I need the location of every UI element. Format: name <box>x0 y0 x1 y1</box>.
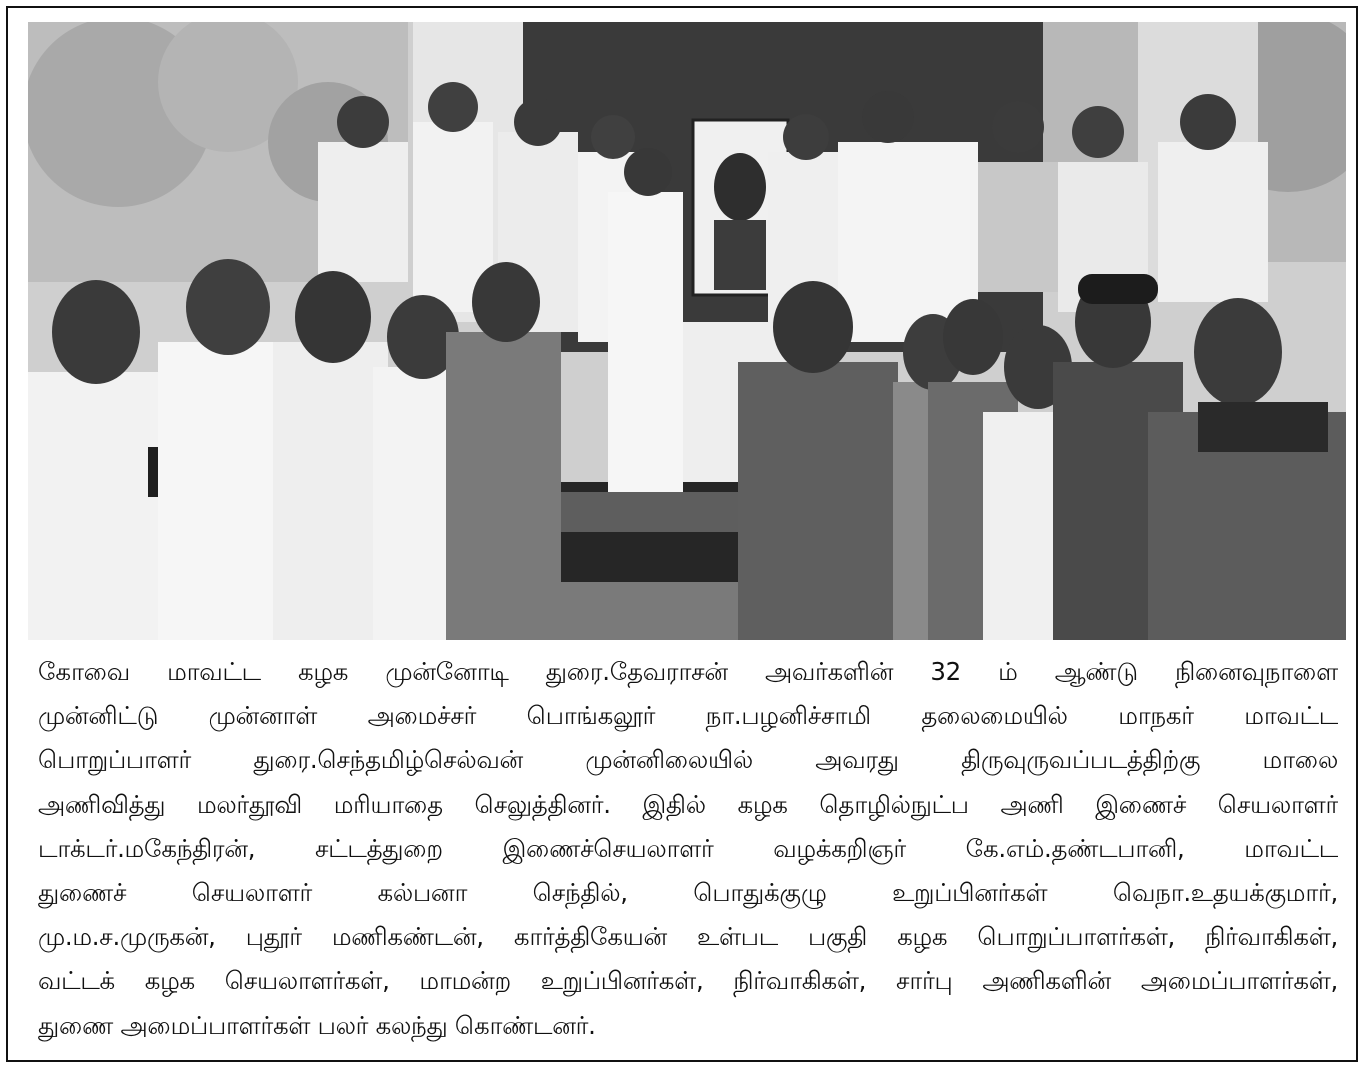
caption-line: முன்னிட்டு முன்னாள் அமைச்சர் பொங்கலூர் நா.பழனிச்சாமி தலைமையில் மாநகர் மாவட்ட <box>38 701 1338 731</box>
caption-line: வட்டக் கழக செயலாளர்கள், மாமன்ற உறுப்பினர்கள், நிர்வாகிகள், சார்பு அணிகளின் அமைப்பாளர்கள், <box>38 966 1338 996</box>
news-photo <box>28 22 1346 640</box>
caption-line: கோவை மாவட்ட கழக முன்னோடி துரை.தேவராசன் அவர்களின் 32 ம் ஆண்டு நினைவுநாளை <box>38 657 1338 686</box>
caption-line: பொறுப்பாளர் துரை.செந்தமிழ்செல்வன் முன்னிலையில் அவரது திருவுருவப்படத்திற்கு மாலை <box>38 745 1338 775</box>
news-clipping <box>6 6 1358 1062</box>
caption-line: டாக்டர்.மகேந்திரன், சட்டத்துறை இணைச்செயலாளர் வழக்கறிஞர் கே.எம்.தண்டபானி, மாவட்ட <box>38 833 1338 863</box>
caption-line: அணிவித்து மலர்தூவி மரியாதை செலுத்தினர். இதில் கழக தொழில்நுட்ப அணி இணைச் செயலாளர் <box>38 789 1338 819</box>
caption-line: துணை அமைப்பாளர்கள் பலர் கலந்து கொண்டனர். <box>38 1010 596 1040</box>
photo-caption <box>38 640 1338 1060</box>
group-photo-illustration <box>28 22 1346 640</box>
caption-line: மு.ம.ச.முருகன், புதூர் மணிகண்டன், கார்த்திகேயன் உள்பட பகுதி கழக பொறுப்பாளர்கள், நிர்வாகிகள், <box>38 922 1338 952</box>
caption-line: துணைச் செயலாளர் கல்பனா செந்தில், பொதுக்குழு உறுப்பினர்கள் வெநா.உதயக்குமார், <box>38 877 1338 907</box>
